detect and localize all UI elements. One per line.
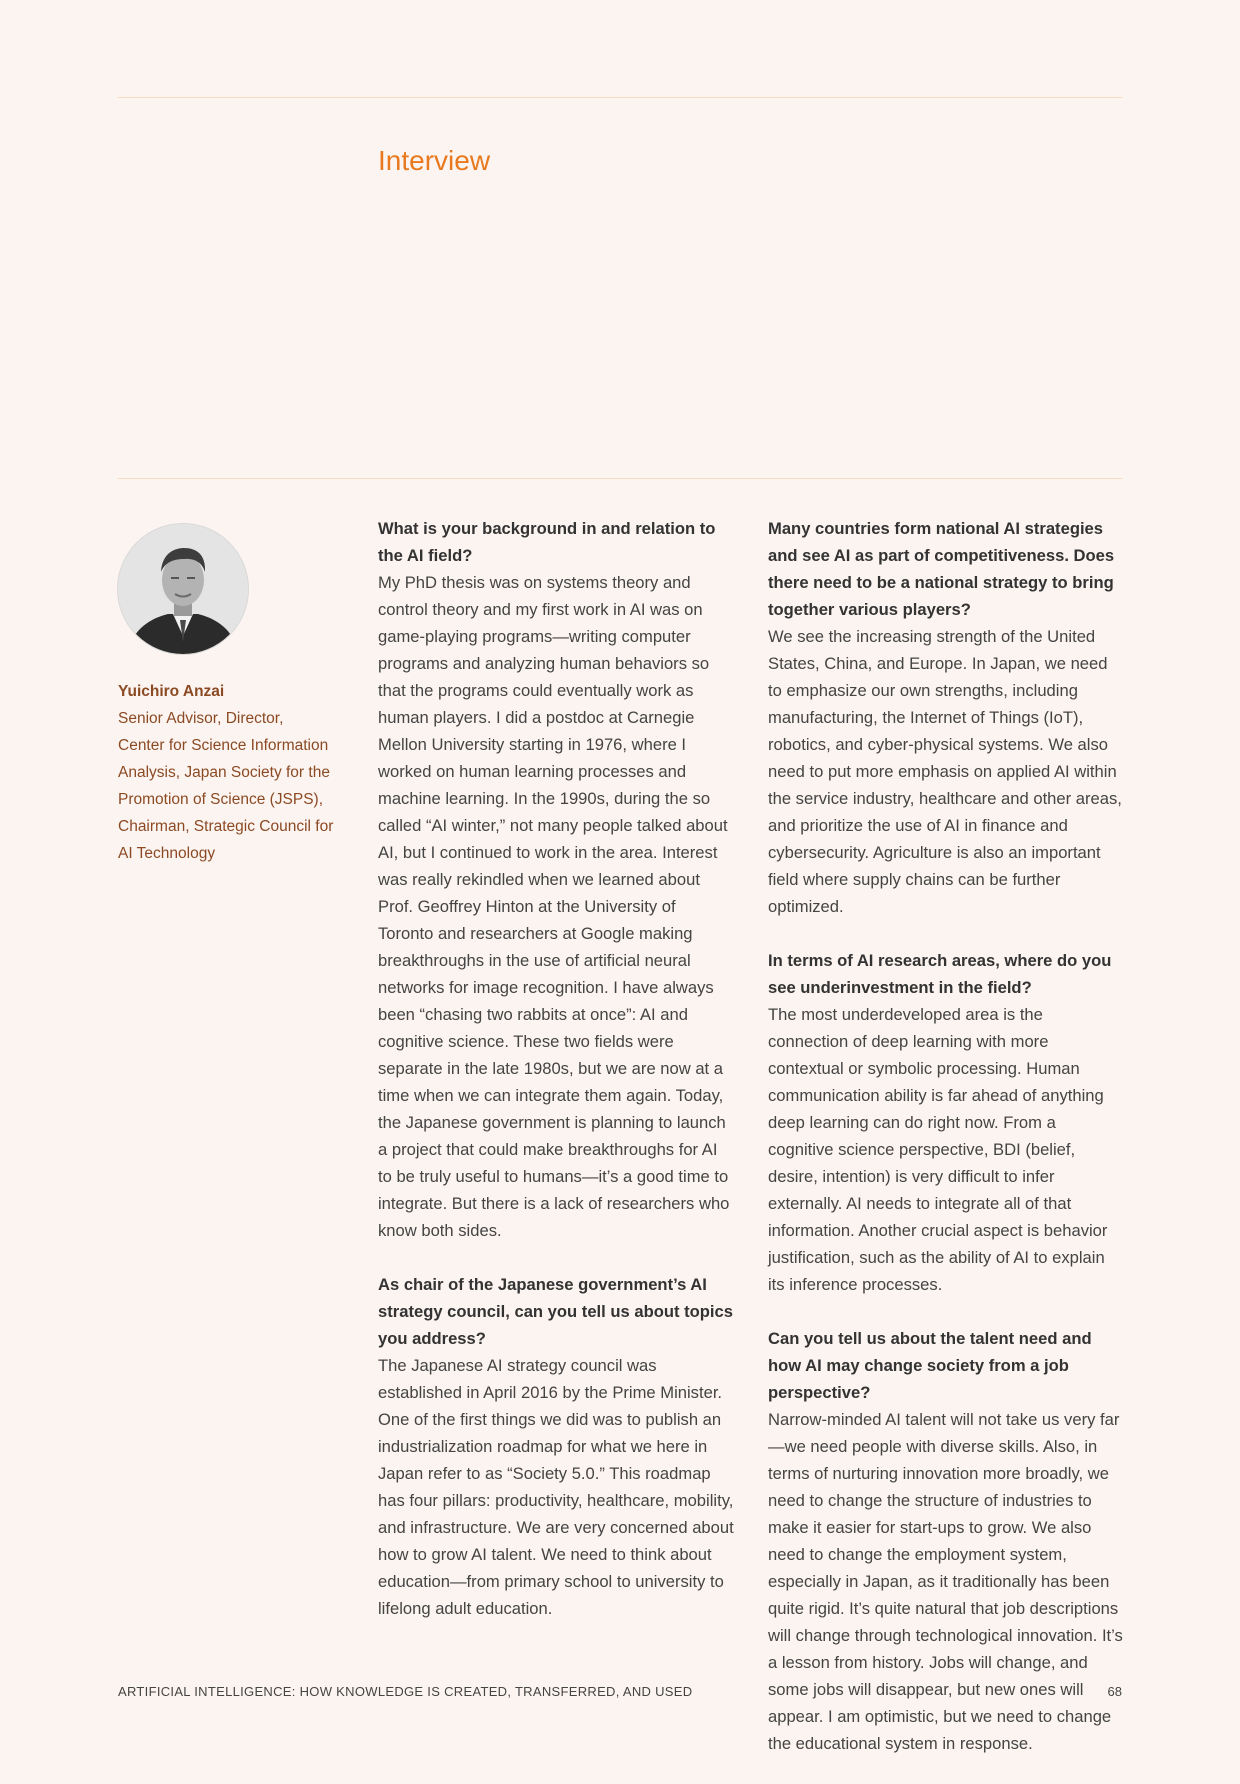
profile-title-line: AI Technology	[118, 845, 216, 862]
portrait-photo	[118, 524, 248, 654]
interview-answer: The most underdeveloped area is the connection of deep learning with more contextual or symbolic processing. Human communication ability is far ahead of anything deep learning can do right now. From a cognitive science perspective, BDI (belief, desire, intention) is very difficult to infer externally. AI needs to integrate all of that information. Another crucial aspect is behavior justification, such as the ability of AI to explain its inference processes.	[768, 1005, 1108, 1294]
interview-column-right	[768, 515, 1124, 1784]
qa-block	[378, 1271, 734, 1622]
interview-answer: We see the increasing strength of the United States, China, and Europe. In Japan, we need to emphasize our own strengths, including manufacturing, the Internet of Things (IoT), robotics, and cyber-physical systems. We also need to put more emphasis on applied AI within the service industry, healthcare and other areas, and prioritize the use of AI in finance and cybersecurity. Agriculture is also an important field where supply chains can be further optimized.	[768, 627, 1122, 916]
profile-title-line: Analysis, Japan Society for the	[118, 764, 330, 781]
qa-block	[768, 947, 1124, 1298]
profile-block	[118, 678, 348, 867]
profile-title-line: Senior Advisor, Director,	[118, 710, 284, 727]
section-title: Interview	[378, 144, 491, 176]
interview-question: As chair of the Japanese government’s AI strategy council, can you tell us about topics you address?	[378, 1275, 733, 1348]
interview-question: In terms of AI research areas, where do you see underinvestment in the field?	[768, 951, 1112, 997]
profile-title-line: Chairman, Strategic Council for	[118, 818, 334, 835]
profile-name: Yuichiro Anzai	[118, 683, 225, 700]
interview-question: Many countries form national AI strategies and see AI as part of competitiveness. Does there need to be a national strategy to bring together various players?	[768, 519, 1115, 619]
interview-column-left	[378, 515, 734, 1649]
interview-question: Can you tell us about the talent need and how AI may change society from a job perspective?	[768, 1329, 1092, 1402]
interview-answer: The Japanese AI strategy council was established in April 2016 by the Prime Minister. One of the first things we did was to publish an industrialization roadmap for what we here in Japan refer to as “Society 5.0.” This roadmap has four pillars: productivity, healthcare, mobility, and infrastructure. We are very concerned about how to grow AI talent. We need to think about education—from primary school to university to lifelong adult education.	[378, 1356, 734, 1618]
qa-block	[768, 1325, 1124, 1757]
qa-block	[768, 515, 1124, 920]
interview-question: What is your background in and relation to the AI field?	[378, 519, 716, 565]
top-divider	[118, 97, 1122, 98]
interview-answer: My PhD thesis was on systems theory and control theory and my first work in AI was on game-playing programs—writing computer programs and analyzing human behaviors so that the programs could eventually work as human players. I did a postdoc at Carnegie Mellon University starting in 1976, where I worked on human learning processes and machine learning. In the 1990s, during the so called “AI winter,” not many people talked about AI, but I continued to work in the area. Interest was really rekindled when we learned about Prof. Geoffrey Hinton at the University of Toronto and researchers at Google making breakthroughs in the use of artificial neural networks for image recognition. I have always been “chasing two rabbits at once”: AI and cognitive science. These two fields were separate in the late 1980s, but we are now at a time when we can integrate them again. Today, the Japanese government is planning to launch a project that could make breakthroughs for AI to be truly useful to humans—it’s a good time to integrate. But there is a lack of researchers who know both sides.	[378, 573, 730, 1240]
page-number: 68	[1107, 1684, 1122, 1699]
person-portrait-icon	[118, 524, 248, 654]
profile-title-line: Center for Science Information	[118, 737, 329, 754]
section-divider	[118, 478, 1122, 479]
footer-publication-title: ARTIFICIAL INTELLIGENCE: HOW KNOWLEDGE IS CREATED, TRANSFERRED, AND USED	[118, 1684, 693, 1699]
profile-title-line: Promotion of Science (JSPS),	[118, 791, 324, 808]
interview-answer: Narrow-minded AI talent will not take us very far—we need people with diverse skills. Also, in terms of nurturing innovation more broadly, we need to change the structure of industries to make it easier for start-ups to grow. We also need to change the employment system, especially in Japan, as it traditionally has been quite rigid. It’s quite natural that job descriptions will change through technological innovation. It’s a lesson from history. Jobs will change, and some jobs will disappear, but new ones will appear. I am optimistic, but we need to change the educational system in response.	[768, 1410, 1123, 1753]
qa-block	[378, 515, 734, 1244]
